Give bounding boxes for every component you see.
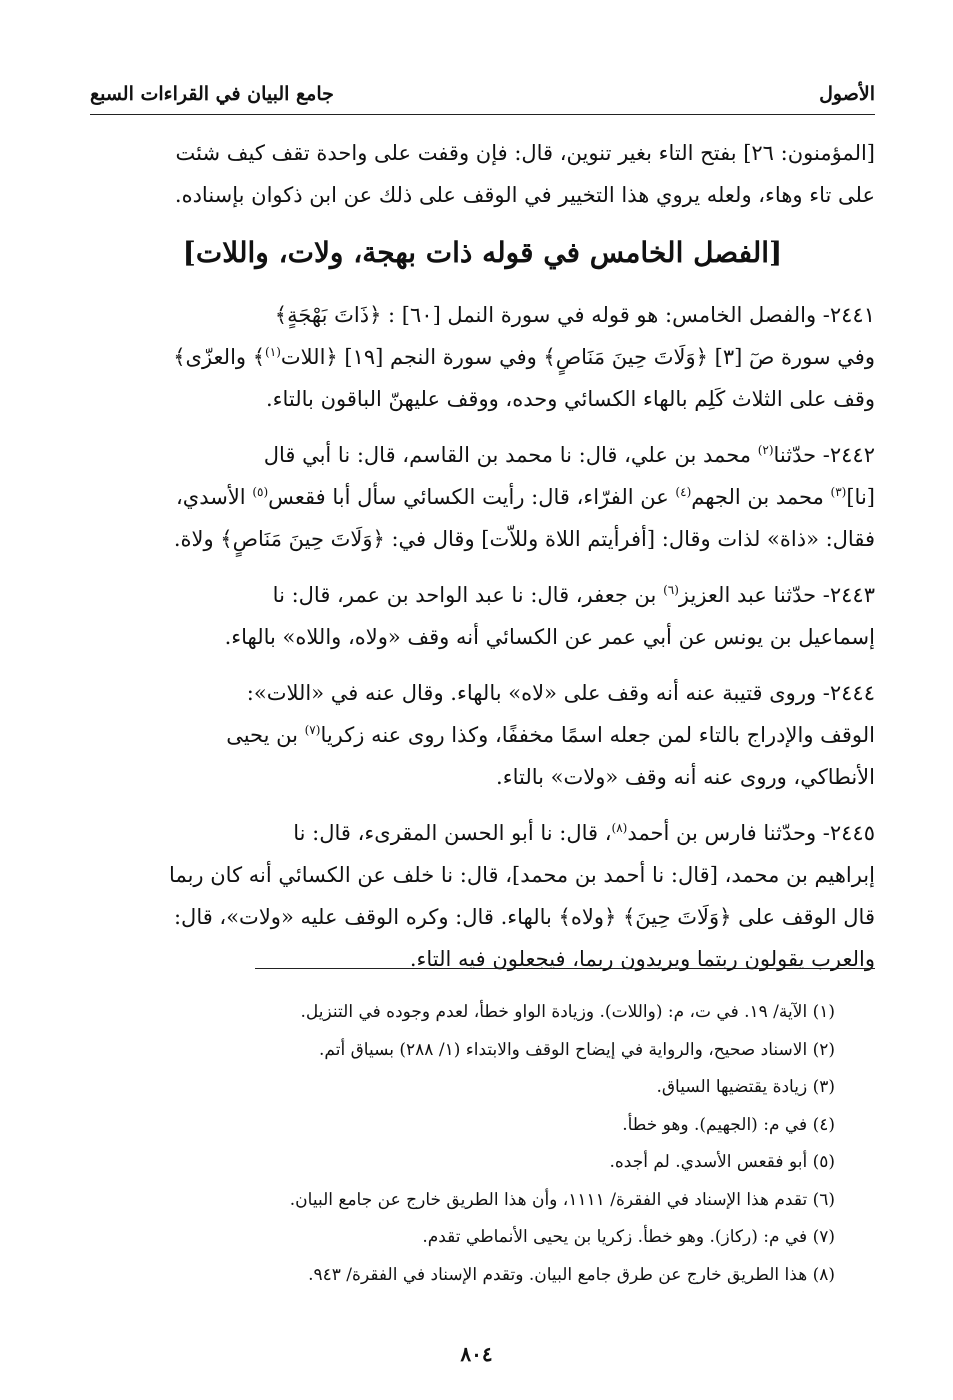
intro-paragraph	[90, 132, 875, 216]
footnote-ref[interactable]: (٥)	[252, 485, 269, 499]
text-span: ٢٤٤٣- حدّثنا عبد العزيز	[678, 583, 875, 607]
text-line: وقف على الثلاث كَلِم بالهاء الكسائي وحده، ووقف عليهنّ الباقون بالتاء.	[265, 387, 875, 411]
footnote: (٦) تقدم هذا الإسناد في الفقرة/ ١١١١، وأن هذا الطريق خارج عن جامع البيان.	[289, 1189, 835, 1210]
text-span: محمد بن علي، قال: نا محمد بن القاسم، قال: نا أبي قال	[263, 443, 758, 467]
text-span: ﴾ والعزّى﴾	[173, 345, 266, 369]
footnote: (٧) في م: (ركاز). وهو خطأ. زكريا بن يحيى الأنماطي تقدم.	[422, 1227, 835, 1247]
footnote-ref[interactable]: (٦)	[663, 583, 679, 597]
paragraph-2443	[90, 574, 875, 658]
text-line: ٢٤٤٤- وروى قتيبة عنه أنه وقف على «لاه» بالهاء. وقال عنه في «اللات»:	[246, 681, 875, 705]
text-line: فقال: «ذاة» لذات وقال: [أفرأيتم اللاة وللاّت] وقال في: ﴿وَلَاتَ حِينَ مَنَاصٍ﴾ ولاة.	[173, 527, 875, 551]
footnote-ref[interactable]: (٣)	[830, 485, 847, 499]
header-divider	[90, 114, 875, 115]
running-header	[90, 76, 875, 112]
text-line: على تاء وهاء، ولعله يروي هذا التخيير في الوقف على ذلك عن ابن ذكوان بإسناده.	[174, 183, 875, 207]
footnote: (٥) أبو فقعس الأسدي. لم أجده.	[609, 1152, 835, 1172]
section-heading: [الفصل الخامس في قوله ذات بهجة، ولات، واللات]	[182, 236, 783, 269]
page-number: ٨٠٤	[460, 1342, 493, 1366]
main-text	[90, 132, 875, 986]
paragraph-2444	[90, 672, 875, 798]
footnote: (٨) هذا الطريق خارج عن طرق جامع البيان. وتقدم الإسناد في الفقرة/ ٩٤٣.	[308, 1264, 835, 1285]
paragraph-2442	[90, 434, 875, 560]
footnote-ref[interactable]: (٤)	[675, 485, 692, 499]
text-span: محمد بن الجهم	[691, 485, 831, 509]
text-line: والعرب يقولون ربتما ويريدون ربما، فيجعلون فيه التاء.	[409, 947, 875, 971]
text-span: وفي سورة صٓ [٣] ﴿وَلَاتَ حِينَ مَنَاصٍ﴾ وفي سورة النجم [١٩] ﴿اللات	[280, 345, 875, 369]
text-line: ٢٤٤١- والفصل الخامس: هو قوله في سورة النمل [٦٠] : ﴿ذَاتَ بَهْجَةٍ﴾	[274, 303, 875, 327]
text-span: ، قال: نا أبو الحسن المقرىء، قال: نا	[293, 821, 612, 845]
text-line	[90, 336, 875, 378]
text-line: [المؤمنون: ٢٦] بفتح التاء بغير تنوين، قال: فإن وقفت على واحدة تقف كيف شئت	[175, 141, 875, 165]
text-span: ٢٤٤٥- وحدّثنا فارس بن أحمد	[627, 821, 875, 845]
text-span: بن جعفر، قال: نا عبد الواحد بن عمر، قال: نا	[272, 583, 664, 607]
paragraph-2441	[90, 294, 875, 420]
footnote: (٣) زيادة يقتضيها السياق.	[656, 1077, 835, 1097]
text-span: بن يحيى	[226, 723, 305, 747]
footnote-ref[interactable]: (٢)	[757, 443, 774, 457]
footnote-divider	[255, 968, 875, 969]
text-line: الأنطاكي، وروى عنه أنه وقف «ولات» بالتاء.	[496, 765, 875, 789]
footnote-ref[interactable]: (٧)	[304, 723, 321, 737]
text-line: إبراهيم بن محمد، [قال: نا أحمد بن محمد]، قال: نا خلف عن الكسائي أنه كان ربما	[169, 863, 875, 887]
text-span: الوقف والإدراج بالتاء لمن جعله اسمًا مخففًا، وكذا روى عنه زكريا	[320, 723, 875, 747]
footnote-ref[interactable]: (٨)	[611, 821, 628, 835]
footnote: (١) الآية/ ١٩. في ت، م: (واللات). وزيادة الواو خطأ، لعدم وجوده في التنزيل.	[300, 1002, 835, 1022]
text-line	[90, 812, 875, 854]
footnote: (٢) الاسناد صحيح، والرواية في إيضاح الوقف والابتداء (١/ ٢٨٨) بسياق أتم.	[319, 1039, 835, 1060]
footnote-ref[interactable]: (١)	[265, 345, 281, 359]
text-span: ٢٤٤٢- حدّثنا	[773, 443, 875, 467]
text-line: قال الوقف على ﴿وَلَاتَ حِينَ﴾ ﴿ولاه﴾ بالهاء. قال: وكره الوقف عليه «ولات»، قال:	[173, 905, 875, 929]
header-section-title: الأصول	[819, 83, 875, 105]
text-span: عن الفرّاء، قال: رأيت الكسائي سأل أبا فقعس	[268, 485, 676, 509]
text-line	[90, 714, 875, 756]
footnotes	[110, 994, 835, 1294]
text-span: الأسدي،	[176, 485, 253, 509]
paragraph-2445	[90, 812, 875, 980]
text-line: إسماعيل بن يونس عن أبي عمر عن الكسائي أنه وقف «ولاه، واللاه» بالهاء.	[224, 625, 875, 649]
text-span: [نا]	[846, 485, 875, 509]
text-line	[90, 574, 875, 616]
text-line	[90, 476, 875, 518]
header-book-title: جامع البيان في القراءات السبع	[90, 83, 334, 105]
footnote: (٤) في م: (الجهيم). وهو خطأ.	[622, 1114, 835, 1135]
text-line	[90, 434, 875, 476]
